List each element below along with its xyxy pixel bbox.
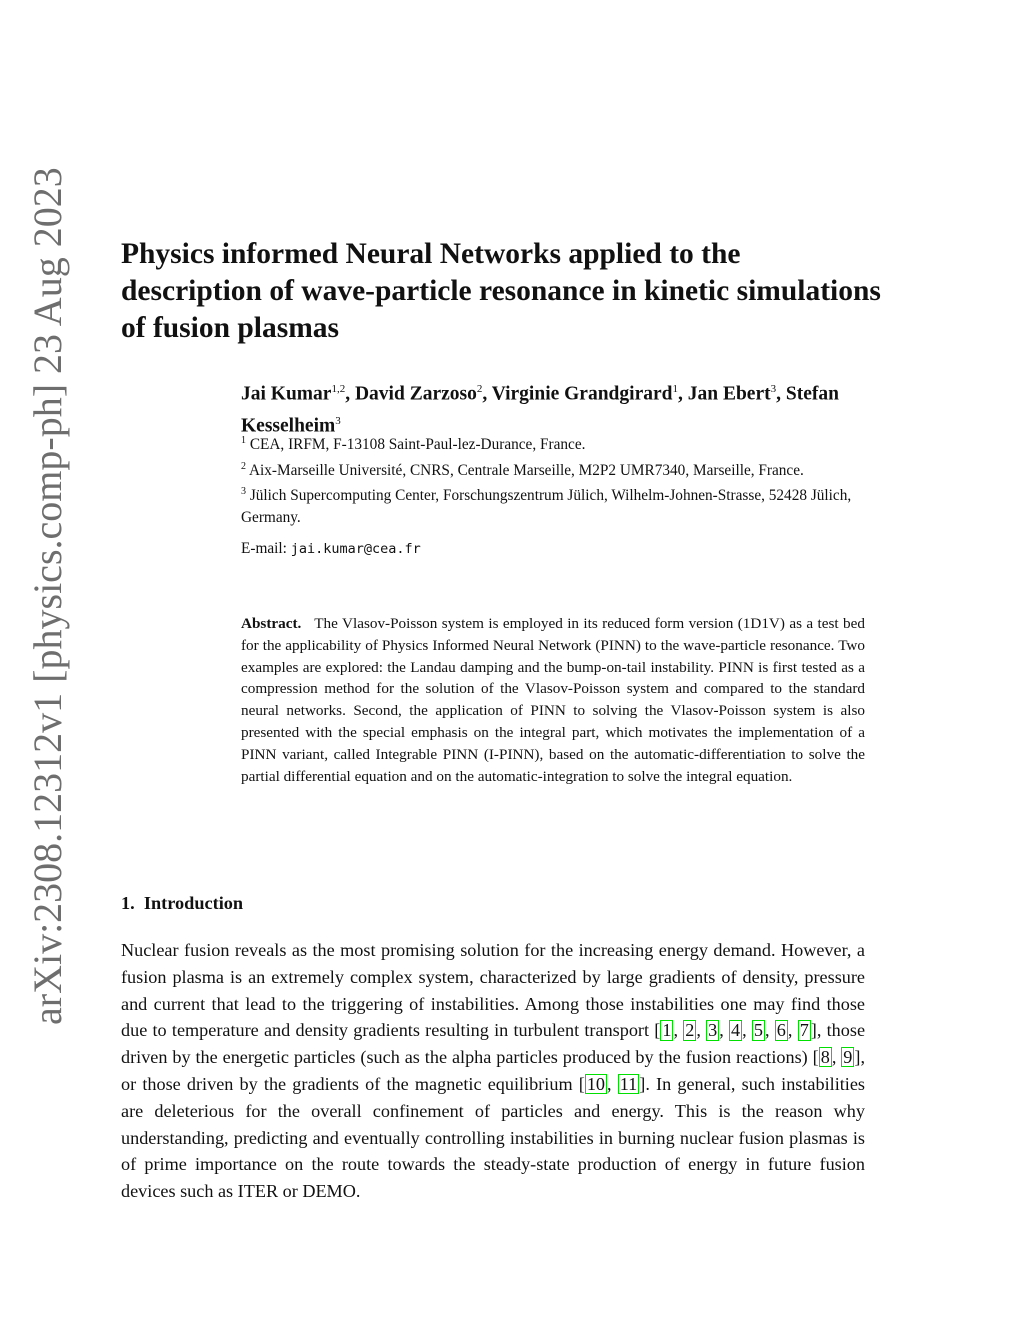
- affiliation-text: CEA, IRFM, F-13108 Saint-Paul-lez-Durance, France.: [249, 436, 586, 454]
- author-separator: ,: [345, 383, 355, 405]
- author-affil-mark: 1: [672, 383, 678, 395]
- author-name: Virginie Grandgirard: [491, 383, 673, 405]
- citation-link[interactable]: 9: [843, 1047, 853, 1068]
- author-name: Stefan Kesselheim: [241, 383, 839, 436]
- email-line: [241, 538, 871, 561]
- section-heading-introduction: [121, 893, 243, 914]
- citation-link[interactable]: 8: [820, 1047, 830, 1068]
- author-name: David Zarzoso: [354, 383, 477, 405]
- introduction-paragraph: Nuclear fusion reveals as the most promising solution for the increasing energy demand. However, a fusion plasma is an extremely complex system, characterized by large gradients of density, pressure and current that lead to the triggering of instabilities. Among those instabilities one may find those due to temperature and density gradients resulting in turbulent transport [ 1 , 2 , 3 , 4 , 5 , 6 , 7 ], those driven by the energetic particles (such as the alpha particles produced by the fusion reactions) [ 8 , 9 ], or those driven by the gradients of the magnetic equilibrium [ 10 , 11 ]. In general, such instabilities are deleterious for the overall confinement of particles and energy. This is the reason why understanding, predicting and eventually controlling instabilities in burning nuclear fusion plasmas is of prime importance on the route towards the steady-state production of energy in future fusion devices such as ITER or DEMO.: [121, 940, 866, 1202]
- author-affil-mark: 3: [335, 414, 341, 427]
- author-separator: ,: [482, 383, 492, 405]
- affiliation-mark: 3: [241, 486, 246, 498]
- affiliation-item: [241, 430, 871, 456]
- abstract: [241, 613, 865, 787]
- section-title: Introduction: [143, 893, 244, 913]
- affiliation-mark: 2: [241, 460, 246, 472]
- author-separator: ,: [776, 383, 786, 405]
- intro-text: Nuclear fusion reveals as the most promising solution for the increasing energy demand. However, a fusion plasma is an extremely complex system, characterized by large gradients of density, pressure and current that lead to the triggering of instabilities. Among those instabilities one may find those due to temperature and density gradients resulting in turbulent transport [: [121, 940, 865, 1041]
- abstract-text: The Vlasov-Poisson system is employed in its reduced form version (1D1V) as a test bed for the applicability of Physics Informed Neural Network (PINN) to the wave-particle resonance. Two examples are explored: the Landau damping and the bump-on-tail instability. PINN is first tested as a compression method for the solution of the Vlasov-Poisson system and compared to the standard neural networks. Second, the application of PINN to solving the Vlasov-Poisson system is also presented with the special emphasis on the integral part, which motivates the implementation of a PINN variant, called Integrable PINN (I-PINN), based on the automatic-differentiation to solve the partial differential equation and on the automatic-integration to solve the integral equation.: [241, 615, 865, 785]
- affiliation-item: [241, 481, 871, 528]
- email-address-link[interactable]: jai.kumar@cea.fr: [290, 540, 421, 557]
- email-label: E-mail:: [241, 539, 287, 557]
- citation-link[interactable]: 11: [619, 1073, 638, 1094]
- citation-link[interactable]: 4: [731, 1020, 741, 1041]
- author-name: Jan Ebert: [687, 383, 771, 405]
- paper-title: Physics informed Neural Networks applied to the description of wave-particle resonance in kinetic simulations of fusion plasmas: [121, 238, 881, 344]
- citation-link[interactable]: 7: [799, 1020, 809, 1041]
- author-affil-mark: 2: [476, 383, 483, 395]
- citation-link[interactable]: 6: [776, 1020, 786, 1041]
- affiliations: [241, 430, 871, 560]
- intro-text: ], or those driven by the gradients of the magnetic equilibrium [: [121, 1047, 865, 1094]
- affiliation-text: Aix-Marseille Université, CNRS, Centrale Marseille, M2P2 UMR7340, Marseille, France.: [248, 461, 804, 479]
- affiliation-text: Jülich Supercomputing Center, Forschungszentrum Jülich, Wilhelm-Johnen-Strasse, 52428 Jülich, Germany.: [241, 487, 852, 527]
- citation-link[interactable]: 10: [586, 1073, 606, 1094]
- section-number: 1.: [121, 893, 135, 913]
- intro-text: ]. In general, such instabilities are deleterious for the overall confinement of particles and energy. This is the reason why understanding, predicting and eventually controlling instabilities in burning nuclear fusion plasmas is of prime importance on the route towards the steady-state production of energy in future fusion devices such as ITER or DEMO.: [121, 1073, 865, 1202]
- abstract-label: Abstract.: [241, 615, 302, 632]
- author-affil-mark: 3: [770, 383, 777, 395]
- citation-link[interactable]: 3: [708, 1020, 718, 1041]
- author-name: Jai Kumar: [241, 383, 332, 405]
- author-affil-mark: 1,2: [331, 383, 346, 395]
- arxiv-identifier: arXiv:2308.12312v1 [physics.comp-ph] 23 Aug 2023: [25, 167, 70, 1025]
- author-separator: ,: [677, 383, 688, 405]
- intro-text: ], those driven by the energetic particles (such as the alpha particles produced by the fusion reactions) [: [121, 1020, 866, 1068]
- affiliation-item: [241, 456, 871, 482]
- citation-link[interactable]: 5: [753, 1020, 763, 1041]
- citation-link[interactable]: 2: [685, 1020, 695, 1041]
- affiliation-mark: 1: [241, 435, 246, 446]
- citation-link[interactable]: 1: [662, 1020, 672, 1041]
